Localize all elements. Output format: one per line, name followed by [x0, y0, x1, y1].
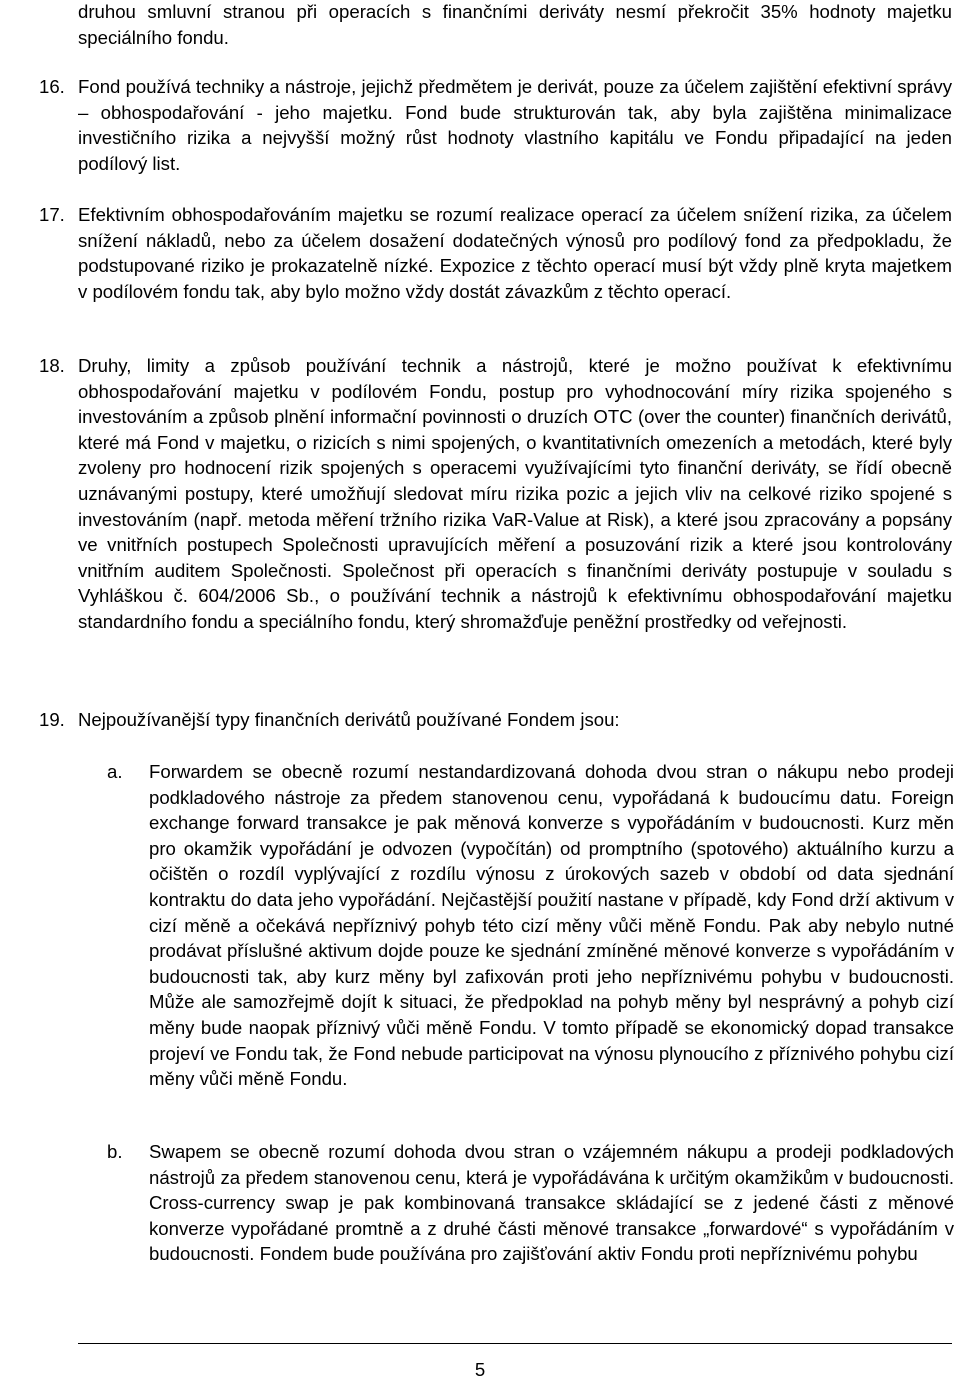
list-item-text: Forwardem se obecně rozumí nestandardizovaná dohoda dvou stran o nákupu nebo prodeji podkladového nástroje za předem stanovenou cenu, vypořádaná k budoucímu datu. Foreign exchange forward transakce je pak měnová konverze s vypořádáním v budoucnosti. Kurz měn pro okamžik vypořádání je odvozen (vypočítán) od promptního (spotového) aktuálního kurzu a očištěn o rozdíl vyplývající z rozdílu výnosu z úrokových sazeb v období od data sjednání kontraktu do data jeho vypořádání. Nejčastější použití nastane v případě, kdy Fond drží aktivum v cizí měně a očekává nepříznivý pohyb této cizí měny vůči měně Fondu. Pak aby nebylo nutné prodávat příslušné aktivum dojde pouze ke sjednání zmíněné měnové konverze s vypořádáním v budoucnosti tak, aby kurz měny byl zafixován proti jeho nepříznivému pohybu v budoucnosti. Může ale samozřejmě dojít k situaci, že předpoklad na pohyb měny byl nesprávný a pohyb cizí měny bude naopak příznivý vůči měně Fondu. V tomto případě se ekonomický dopad transakce projeví ve Fondu tak, že Fond nebude participovat na výnosu plynoucího z příznivého pohybu cizí měny vůči měně Fondu. — [149, 761, 954, 1090]
list-item-text: Swapem se obecně rozumí dohoda dvou stran o vzájemném nákupu a prodeji podkladových nástrojů za předem stanovenou cenu, která je vypořádávána k určitým okamžikům v budoucnosti. Cross-currency swap je pak kombinovaná transakce skládající se z jedené části z měnové konverze vypořádané promtně a z druhé části měnové transakce „forwardové“ s vypořádáním v budoucnosti. Fondem bude používána pro zajišťování aktiv Fondu proti nepříznivému pohybu — [149, 1141, 954, 1265]
item-number: 16. — [39, 76, 65, 97]
page-number: 5 — [474, 1359, 486, 1380]
paragraph-19 — [39, 707, 952, 733]
paragraph-text: Efektivním obhospodařováním majetku se rozumí realizace operací za účelem snížení rizika, za účelem snížení nákladů, nebo za účelem dosažení dodatečných výnosů pro podílový fond za předpokladu, že podstupované riziko je prokazatelně nízké. Expozice z těchto operací musí být vždy plně kryta majetkem v podílovém fondu tak, aby bylo možno vždy dostát závazkům z těchto operací. — [78, 204, 952, 302]
list-letter: b. — [107, 1141, 123, 1162]
paragraph-text: Druhy, limity a způsob používání technik a nástrojů, které je možno používat k efektivnímu obhospodařování majetku v podílovém Fondu, postup pro vyhodnocování míry rizika spojeného s investováním a způsob plnění informační povinnosti o druzích OTC (over the counter) finančních derivátů, které má Fond v majetku, o rizicích s nimi spojených, o kvantitativních omezeních a metodách, které byly zvoleny pro hodnocení rizik spojených s operacemi využívajícími tyto finanční deriváty, se řídí obecně uznávanými postupy, které umožňují sledovat míru rizika pozic a jejich vliv na celkové riziko spojené s investováním (např. metoda měření tržního rizika VaR-Value at Risk), a které jsou zpracovány a popsány ve vnitřních postupech Společnosti upravujících měření a posuzování rizik a které jsou kontrolovány vnitřním auditem Společnosti. Společnost při operacích s finančními deriváty postupuje v souladu s Vyhláškou č. 604/2006 Sb., o používání technik a nástrojů k efektivnímu obhospodařování majetku standardního fondu a speciálního fondu, který shromažďuje peněžní prostředky od veřejnosti. — [78, 355, 952, 632]
list-letter: a. — [107, 761, 123, 782]
item-number: 18. — [39, 355, 65, 376]
paragraph-intro — [78, 0, 952, 50]
item-number: 19. — [39, 709, 65, 730]
paragraph-text: druhou smluvní stranou při operacích s finančními deriváty nesmí překročit 35% hodnoty majetku speciálního fondu. — [78, 1, 952, 48]
paragraph-17 — [39, 202, 952, 304]
list-item-a — [107, 759, 954, 1092]
item-number: 17. — [39, 204, 65, 225]
paragraph-text: Nejpoužívanější typy finančních derivátů používané Fondem jsou: — [78, 709, 620, 730]
paragraph-18 — [39, 353, 952, 635]
footer-divider — [78, 1343, 952, 1344]
list-item-b — [107, 1139, 954, 1267]
paragraph-text: Fond používá techniky a nástroje, jejichž předmětem je derivát, pouze za účelem zajištění efektivní správy – obhospodařování - jeho majetku. Fond bude strukturován tak, aby byla zajištěna minimalizace investičního rizika a nejvyšší možný růst hodnoty vlastního kapitálu ve Fondu připadající na jeden podílový list. — [78, 76, 952, 174]
paragraph-16 — [39, 74, 952, 176]
